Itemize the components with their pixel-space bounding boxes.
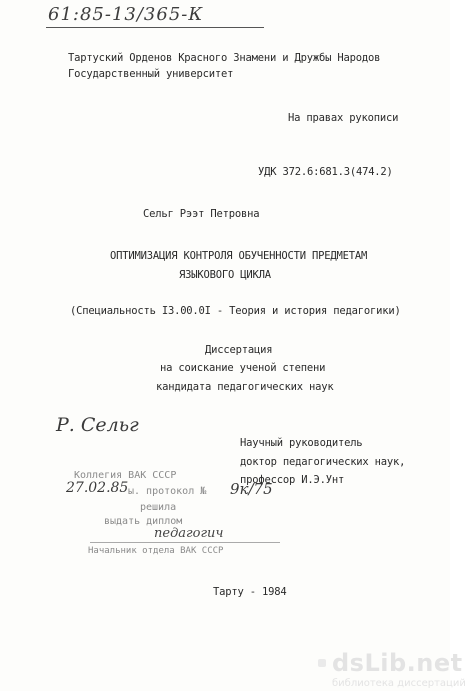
institution-line-2: Государственный университет (68, 68, 234, 80)
udc-code: УДК 372.6:681.3(474.2) (258, 166, 393, 178)
degree-line-1: Диссертация (205, 344, 273, 356)
supervisor-line-1: Научный руководитель (240, 437, 363, 449)
stamp-line-4: выдать диплом (104, 516, 183, 527)
handwritten-archive-number: 61:85-13/365-К (48, 4, 204, 25)
stamp-line-2: ы. протокол № (128, 486, 207, 497)
watermark-site: dsLib.net (332, 649, 463, 677)
handwritten-signature: Р. Сельг (56, 414, 139, 436)
stamp-rule (90, 542, 280, 543)
city-year: Тарту - 1984 (213, 586, 287, 598)
watermark-logo-icon (318, 659, 326, 667)
watermark-subtitle: библиотека диссертаций (332, 678, 466, 689)
rights-note: На правах рукописи (288, 112, 399, 124)
watermark (0, 643, 466, 691)
author-name: Сельг Рээт Петровна (143, 208, 260, 220)
supervisor-line-3: профессор И.Э.Унт (240, 474, 345, 486)
speciality: (Специальность I3.00.0I - Теория и история педагогики) (70, 305, 401, 317)
stamp-handwritten-degree: педагогич (154, 526, 224, 541)
degree-line-3: кандидата педагогических наук (156, 381, 334, 393)
supervisor-line-2: доктор педагогических наук, (240, 456, 406, 468)
archive-number-underline (46, 27, 264, 28)
stamp-handwritten-number: 9к/75 (230, 480, 273, 498)
vak-approval-stamp (66, 470, 286, 566)
dissertation-title-line-1: ОПТИМИЗАЦИЯ КОНТРОЛЯ ОБУЧЕННОСТИ ПРЕДМЕТАМ (110, 250, 368, 262)
stamp-handwritten-date: 27.02.85 (66, 480, 129, 496)
stamp-line-5: Начальник отдела ВАК СССР (88, 546, 224, 556)
institution-line-1: Тартуский Орденов Красного Знамени и Дружбы Народов (68, 52, 381, 64)
stamp-line-3: решила (140, 502, 177, 513)
dissertation-title-line-2: ЯЗЫКОВОГО ЦИКЛА (179, 269, 271, 281)
stamp-line-1: Коллегия ВАК СССР (74, 470, 177, 481)
degree-line-2: на соискание ученой степени (160, 362, 326, 374)
